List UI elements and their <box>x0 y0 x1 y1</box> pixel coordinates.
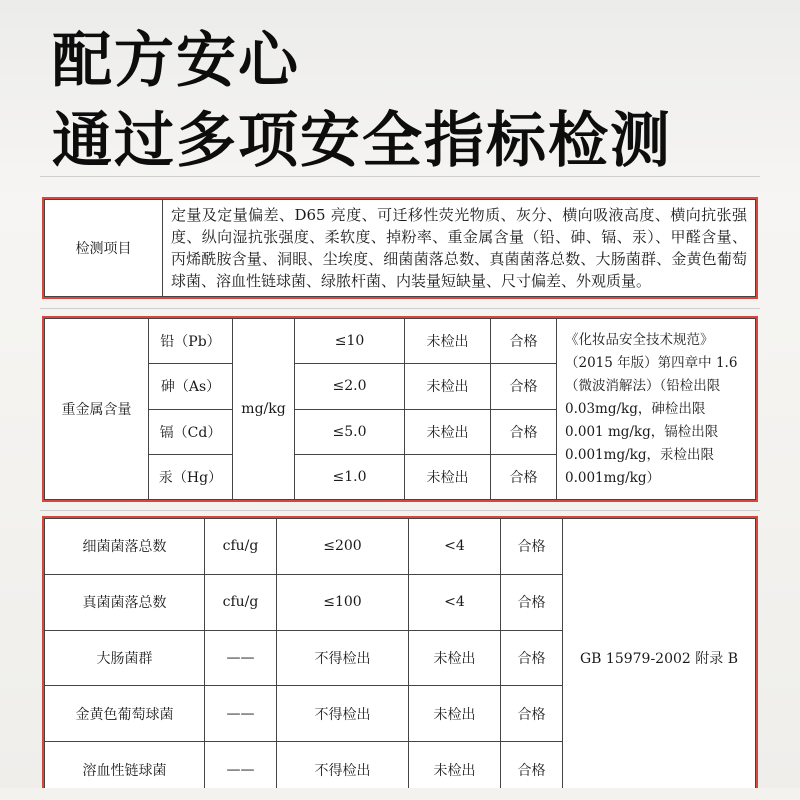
headline-line-2: 通过多项安全指标检测 <box>52 106 672 176</box>
microbe-item: 大肠菌群 <box>45 630 205 686</box>
microbes-standard: GB 15979-2002 附录 B <box>563 519 756 798</box>
microbe-limit: 不得检出 <box>277 686 409 742</box>
microbes-panel <box>42 516 758 800</box>
microbe-unit: cfu/g <box>205 519 277 575</box>
microbe-limit: ≤100 <box>277 574 409 630</box>
metal-result: 未检出 <box>405 409 491 454</box>
table-row <box>45 319 756 364</box>
metal-verdict: 合格 <box>491 454 557 499</box>
inspection-items-panel <box>42 197 758 299</box>
microbe-limit: ≤200 <box>277 519 409 575</box>
metal-verdict: 合格 <box>491 364 557 409</box>
microbe-limit: 不得检出 <box>277 630 409 686</box>
heavy-metals-panel <box>42 316 758 502</box>
microbe-result: <4 <box>409 574 501 630</box>
microbe-item: 真菌菌落总数 <box>45 574 205 630</box>
metal-item: 汞（Hg） <box>149 454 233 499</box>
metal-limit: ≤1.0 <box>295 454 405 499</box>
metal-limit: ≤10 <box>295 319 405 364</box>
microbe-verdict: 合格 <box>501 519 563 575</box>
metal-item: 铅（Pb） <box>149 319 233 364</box>
metal-limit: ≤2.0 <box>295 364 405 409</box>
microbe-item: 金黄色葡萄球菌 <box>45 686 205 742</box>
metal-result: 未检出 <box>405 364 491 409</box>
microbe-item: 溶血性链球菌 <box>45 742 205 798</box>
microbe-verdict: 合格 <box>501 742 563 798</box>
microbe-result: 未检出 <box>409 742 501 798</box>
table-row <box>45 519 756 575</box>
microbe-unit: —— <box>205 742 277 798</box>
microbes-table <box>44 518 756 798</box>
microbe-item: 细菌菌落总数 <box>45 519 205 575</box>
metal-result: 未检出 <box>405 319 491 364</box>
headline-line-1: 配方安心 <box>52 26 300 96</box>
metal-verdict: 合格 <box>491 319 557 364</box>
microbe-verdict: 合格 <box>501 630 563 686</box>
metal-result: 未检出 <box>405 454 491 499</box>
microbe-verdict: 合格 <box>501 686 563 742</box>
faint-table-line <box>40 308 760 309</box>
microbe-unit: —— <box>205 686 277 742</box>
microbe-unit: cfu/g <box>205 574 277 630</box>
microbe-result: 未检出 <box>409 686 501 742</box>
microbe-unit: —— <box>205 630 277 686</box>
microbe-result: 未检出 <box>409 630 501 686</box>
metal-item: 镉（Cd） <box>149 409 233 454</box>
microbe-verdict: 合格 <box>501 574 563 630</box>
microbe-limit: 不得检出 <box>277 742 409 798</box>
heavy-metals-standard: 《化妆品安全技术规范》（2015 年版）第四章中 1.6（微波消解法）（铅检出限 0.03mg/kg，砷检出限 0.001 mg/kg，镉检出限 0.001mg/kg，汞检出限 0.001mg/kg） <box>557 319 756 500</box>
inspection-items-table <box>44 199 756 297</box>
faint-table-line <box>40 510 760 511</box>
heavy-metals-group-label: 重金属含量 <box>45 319 149 500</box>
inspection-items-text: 定量及定量偏差、D65 亮度、可迁移性荧光物质、灰分、横向吸液高度、横向抗张强度、纵向湿抗张强度、柔软度、掉粉率、重金属含量（铅、砷、镉、汞）、甲醛含量、丙烯酰胺含量、洞眼、尘埃度、细菌菌落总数、真菌菌落总数、大肠菌群、金黄色葡萄球菌、溶血性链球菌、绿脓杆菌、内装量短缺量、尺寸偏差、外观质量。 <box>163 200 756 297</box>
heavy-metals-unit: mg/kg <box>233 319 295 500</box>
microbe-result: <4 <box>409 519 501 575</box>
heavy-metals-table <box>44 318 756 500</box>
bottom-edge <box>0 788 800 800</box>
metal-verdict: 合格 <box>491 409 557 454</box>
metal-limit: ≤5.0 <box>295 409 405 454</box>
inspection-label: 检测项目 <box>45 200 163 297</box>
metal-item: 砷（As） <box>149 364 233 409</box>
